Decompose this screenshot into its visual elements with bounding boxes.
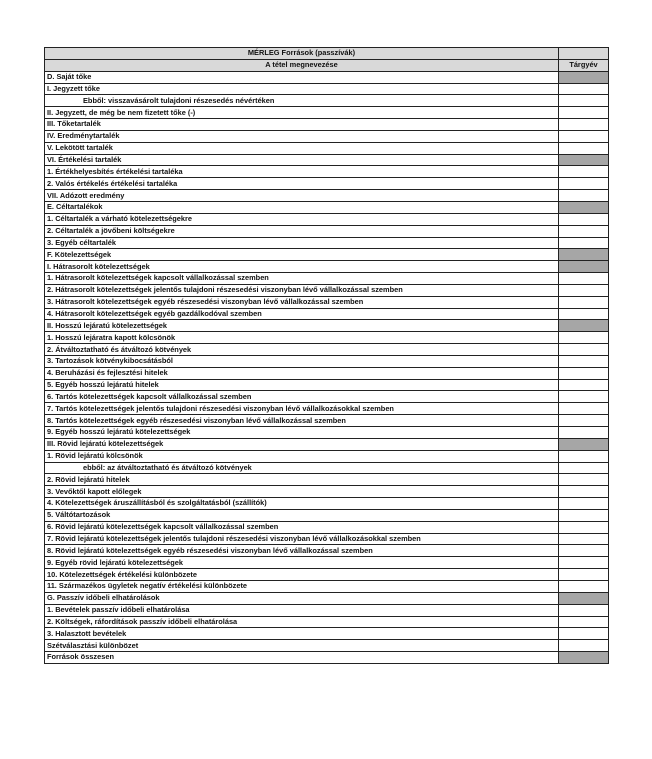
- row-value-cell: [559, 592, 609, 604]
- row-value-cell: [559, 438, 609, 450]
- row-label: 3. Hátrasorolt kötelezettségek egyéb részesedési viszonyban lévő vállalkozással szemben: [45, 296, 559, 308]
- table-row: [45, 580, 609, 592]
- row-label: 5. Egyéb hosszú lejáratú hitelek: [45, 379, 559, 391]
- table-row: [45, 486, 609, 498]
- row-label: 2. Hátrasorolt kötelezettségek jelentős tulajdoni részesedési viszonyban lévő vállalkozással szemben: [45, 284, 559, 296]
- row-label: 2. Költségek, ráfordítások passzív időbeli elhatárolása: [45, 616, 559, 628]
- row-value-cell: [559, 320, 609, 332]
- row-label: 1. Céltartalék a várható kötelezettségekre: [45, 213, 559, 225]
- row-value-cell: [559, 261, 609, 273]
- row-value-cell[interactable]: [559, 569, 609, 581]
- row-label: 7. Tartós kötelezettségek jelentős tulajdoni részesedési viszonyban lévő vállalkozásokkal szemben: [45, 403, 559, 415]
- row-value-cell[interactable]: [559, 557, 609, 569]
- table-row: [45, 237, 609, 249]
- table-row: [45, 628, 609, 640]
- table-row: [45, 533, 609, 545]
- table-row: [45, 320, 609, 332]
- row-value-cell[interactable]: [559, 640, 609, 652]
- row-value-cell[interactable]: [559, 296, 609, 308]
- table-row: [45, 308, 609, 320]
- table-row: [45, 284, 609, 296]
- row-value-cell[interactable]: [559, 521, 609, 533]
- table-row: [45, 521, 609, 533]
- row-label: 3. Halasztott bevételek: [45, 628, 559, 640]
- row-label: 9. Egyéb rövid lejáratú kötelezettségek: [45, 557, 559, 569]
- table-row: [45, 107, 609, 119]
- liabilities-table: [44, 47, 609, 664]
- table-row: [45, 498, 609, 510]
- row-value-cell[interactable]: [559, 604, 609, 616]
- row-label: E. Céltartalékok: [45, 201, 559, 213]
- table-row: [45, 178, 609, 190]
- table-row: [45, 71, 609, 83]
- row-label: IV. Eredménytartalék: [45, 130, 559, 142]
- row-label: 4. Kötelezettségek áruszállításból és szolgáltatásból (szállítók): [45, 498, 559, 510]
- row-label: 3. Vevőktől kapott előlegek: [45, 486, 559, 498]
- row-value-cell[interactable]: [559, 273, 609, 285]
- table-row: [45, 391, 609, 403]
- row-label: II. Hosszú lejáratú kötelezettségek: [45, 320, 559, 332]
- row-value-cell: [559, 201, 609, 213]
- table-row: [45, 190, 609, 202]
- row-label: 9. Egyéb hosszú lejáratú kötelezettségek: [45, 427, 559, 439]
- row-label: I. Jegyzett tőke: [45, 83, 559, 95]
- table-row: [45, 427, 609, 439]
- row-label: 2. Rövid lejáratú hitelek: [45, 474, 559, 486]
- table-row: [45, 166, 609, 178]
- row-value-cell[interactable]: [559, 178, 609, 190]
- table-row: [45, 557, 609, 569]
- row-value-cell[interactable]: [559, 545, 609, 557]
- row-label: V. Lekötött tartalék: [45, 142, 559, 154]
- row-value-cell: [559, 249, 609, 261]
- row-value-cell[interactable]: [559, 616, 609, 628]
- table-row: [45, 261, 609, 273]
- row-value-cell[interactable]: [559, 284, 609, 296]
- row-value-cell[interactable]: [559, 166, 609, 178]
- row-value-cell[interactable]: [559, 83, 609, 95]
- row-label: 2. Valós értékelés értékelési tartaléka: [45, 178, 559, 190]
- row-value-cell[interactable]: [559, 119, 609, 131]
- row-label: I. Hátrasorolt kötelezettségek: [45, 261, 559, 273]
- table-row: [45, 545, 609, 557]
- row-value-cell: [559, 154, 609, 166]
- row-label: 2. Átváltoztatható és átváltozó kötvények: [45, 344, 559, 356]
- row-value-cell[interactable]: [559, 225, 609, 237]
- title-row-blank-cell: [559, 48, 609, 60]
- row-value-cell[interactable]: [559, 367, 609, 379]
- row-label: 7. Rövid lejáratú kötelezettségek jelentős tulajdoni részesedési viszonyban lévő vállalkozásokkal szemben: [45, 533, 559, 545]
- row-value-cell[interactable]: [559, 130, 609, 142]
- table-row: [45, 273, 609, 285]
- column-header-year: Tárgyév: [559, 59, 609, 71]
- table-row: [45, 616, 609, 628]
- row-label: 1. Hátrasorolt kötelezettségek kapcsolt vállalkozással szemben: [45, 273, 559, 285]
- row-value-cell[interactable]: [559, 415, 609, 427]
- table-row: [45, 154, 609, 166]
- row-label: Ebből: visszavásárolt tulajdoni részesedés névértéken: [45, 95, 559, 107]
- table-row: [45, 355, 609, 367]
- row-value-cell[interactable]: [559, 142, 609, 154]
- row-value-cell[interactable]: [559, 486, 609, 498]
- row-value-cell[interactable]: [559, 498, 609, 510]
- row-label: Szétválasztási különbözet: [45, 640, 559, 652]
- row-label: G. Passzív időbeli elhatárolások: [45, 592, 559, 604]
- row-label: 1. Hosszú lejáratra kapott kölcsönök: [45, 332, 559, 344]
- row-label: III. Tőketartalék: [45, 119, 559, 131]
- row-label: 10. Kötelezettségek értékelési különbözete: [45, 569, 559, 581]
- row-value-cell[interactable]: [559, 509, 609, 521]
- row-label: D. Saját tőke: [45, 71, 559, 83]
- row-value-cell[interactable]: [559, 107, 609, 119]
- table-row: [45, 450, 609, 462]
- row-value-cell[interactable]: [559, 95, 609, 107]
- table-row: [45, 296, 609, 308]
- row-label: 5. Váltótartozások: [45, 509, 559, 521]
- table-row: [45, 119, 609, 131]
- row-value-cell[interactable]: [559, 344, 609, 356]
- row-label: 8. Tartós kötelezettségek egyéb részesedési viszonyban lévő vállalkozással szemben: [45, 415, 559, 427]
- table-row: [45, 474, 609, 486]
- row-label: 3. Egyéb céltartalék: [45, 237, 559, 249]
- table-row: [45, 438, 609, 450]
- row-label: 4. Hátrasorolt kötelezettségek egyéb gazdálkodóval szemben: [45, 308, 559, 320]
- row-value-cell[interactable]: [559, 379, 609, 391]
- table-row: [45, 379, 609, 391]
- column-header-item: A tétel megnevezése: [45, 59, 559, 71]
- row-label: 6. Rövid lejáratú kötelezettségek kapcsolt vállalkozással szemben: [45, 521, 559, 533]
- row-value-cell[interactable]: [559, 450, 609, 462]
- table-row: [45, 415, 609, 427]
- table-row: [45, 604, 609, 616]
- row-value-cell[interactable]: [559, 391, 609, 403]
- row-value-cell[interactable]: [559, 403, 609, 415]
- row-value-cell[interactable]: [559, 332, 609, 344]
- row-label: 6. Tartós kötelezettségek kapcsolt vállalkozással szemben: [45, 391, 559, 403]
- row-label: 3. Tartozások kötvénykibocsátásból: [45, 355, 559, 367]
- title-row: [45, 48, 609, 60]
- row-value-cell[interactable]: [559, 533, 609, 545]
- row-value-cell[interactable]: [559, 427, 609, 439]
- row-value-cell[interactable]: [559, 308, 609, 320]
- row-label: F. Kötelezettségek: [45, 249, 559, 261]
- table-row: [45, 403, 609, 415]
- balance-sheet: [44, 47, 608, 664]
- table-row: [45, 569, 609, 581]
- table-row: [45, 344, 609, 356]
- table-row: [45, 130, 609, 142]
- table-row: [45, 332, 609, 344]
- table-row: [45, 142, 609, 154]
- row-value-cell[interactable]: [559, 213, 609, 225]
- row-label: 1. Értékhelyesbítés értékelési tartaléka: [45, 166, 559, 178]
- row-value-cell[interactable]: [559, 190, 609, 202]
- row-label: VII. Adózott eredmény: [45, 190, 559, 202]
- row-label: 1. Rövid lejáratú kölcsönök: [45, 450, 559, 462]
- table-row: [45, 462, 609, 474]
- row-label: 8. Rövid lejáratú kötelezettségek egyéb részesedési viszonyban lévő vállalkozással szemben: [45, 545, 559, 557]
- table-row: [45, 201, 609, 213]
- table-row: [45, 225, 609, 237]
- table-row: [45, 213, 609, 225]
- row-label: Források összesen: [45, 652, 559, 664]
- column-header-row: [45, 59, 609, 71]
- table-row: [45, 509, 609, 521]
- table-row: [45, 652, 609, 664]
- table-row: [45, 249, 609, 261]
- row-label: ebből: az átváltoztatható és átváltozó kötvények: [45, 462, 559, 474]
- row-value-cell[interactable]: [559, 237, 609, 249]
- row-label: III. Rövid lejáratú kötelezettségek: [45, 438, 559, 450]
- row-value-cell: [559, 652, 609, 664]
- row-value-cell[interactable]: [559, 355, 609, 367]
- table-row: [45, 367, 609, 379]
- row-value-cell[interactable]: [559, 628, 609, 640]
- table-row: [45, 640, 609, 652]
- table-title: MÉRLEG Források (passzívák): [45, 48, 559, 60]
- row-label: 1. Bevételek passzív időbeli elhatárolása: [45, 604, 559, 616]
- row-value-cell: [559, 71, 609, 83]
- table-row: [45, 592, 609, 604]
- table-row: [45, 95, 609, 107]
- row-label: II. Jegyzett, de még be nem fizetett tőke (-): [45, 107, 559, 119]
- row-value-cell[interactable]: [559, 462, 609, 474]
- row-value-cell[interactable]: [559, 580, 609, 592]
- row-label: 11. Származékos ügyletek negatív értékelési különbözete: [45, 580, 559, 592]
- table-row: [45, 83, 609, 95]
- row-value-cell[interactable]: [559, 474, 609, 486]
- row-label: 2. Céltartalék a jövőbeni költségekre: [45, 225, 559, 237]
- row-label: 4. Beruházási és fejlesztési hitelek: [45, 367, 559, 379]
- row-label: VI. Értékelési tartalék: [45, 154, 559, 166]
